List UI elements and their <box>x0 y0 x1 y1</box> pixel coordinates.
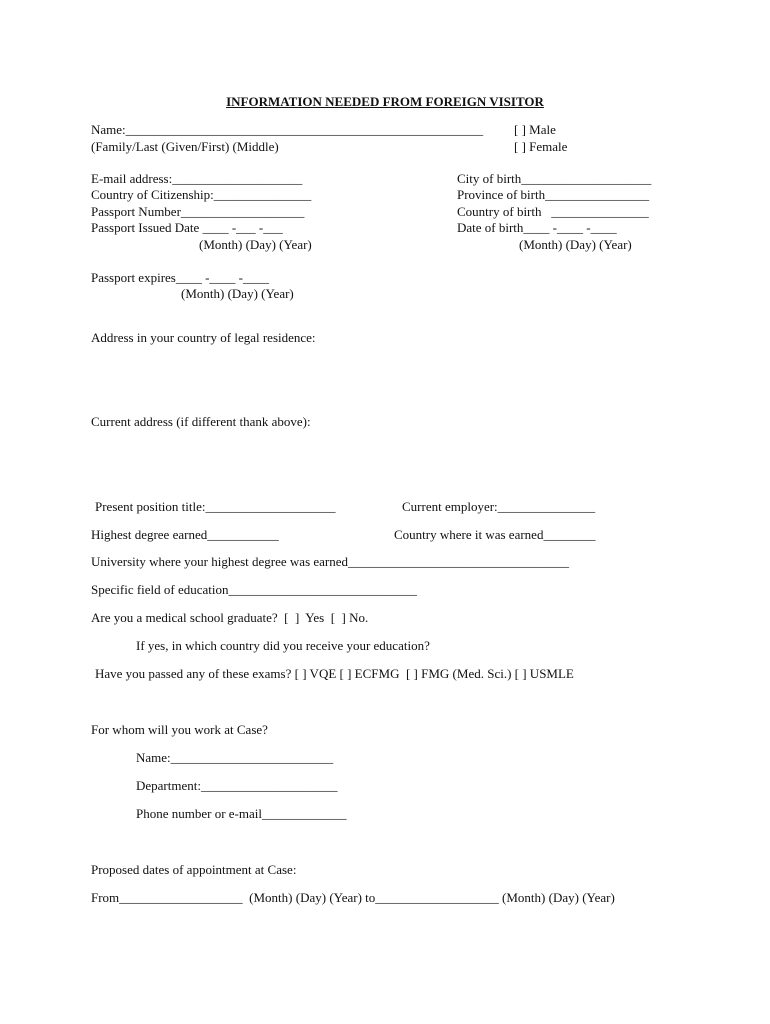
male-checkbox[interactable]: [ ] Male <box>514 122 556 137</box>
date-of-birth-field[interactable]: Date of birth____ -____ -____ <box>457 220 617 235</box>
city-of-birth-field[interactable]: City of birth____________________ <box>457 171 652 186</box>
passport-issued-hint: (Month) (Day) (Year) <box>199 237 312 252</box>
province-of-birth-field[interactable]: Province of birth________________ <box>457 187 650 202</box>
education-country-question: If yes, in which country did you receive your education? <box>136 638 430 653</box>
passport-number-field[interactable]: Passport Number___________________ <box>91 204 305 219</box>
date-of-birth-hint: (Month) (Day) (Year) <box>519 237 632 252</box>
highest-degree-field[interactable]: Highest degree earned___________ <box>91 527 279 542</box>
female-checkbox[interactable]: [ ] Female <box>514 139 568 154</box>
legal-residence-label: Address in your country of legal residence: <box>91 330 316 345</box>
country-of-birth-field[interactable]: Country of birth _______________ <box>457 204 649 219</box>
position-title-field[interactable]: Present position title:____________________ <box>95 499 336 514</box>
degree-country-field[interactable]: Country where it was earned________ <box>394 527 596 542</box>
work-for-label: For whom will you work at Case? <box>91 722 268 737</box>
supervisor-name-field[interactable]: Name:_________________________ <box>136 750 334 765</box>
current-address-label: Current address (if different thank above): <box>91 414 311 429</box>
passport-expires-field[interactable]: Passport expires____ -____ -____ <box>91 270 270 285</box>
exams-question[interactable]: Have you passed any of these exams? [ ] VQE [ ] ECFMG [ ] FMG (Med. Sci.) [ ] USMLE <box>95 666 574 681</box>
passport-issued-field[interactable]: Passport Issued Date ____ -___ -___ <box>91 220 283 235</box>
phone-email-field[interactable]: Phone number or e-mail_____________ <box>136 806 347 821</box>
appointment-dates-field[interactable]: From___________________ (Month) (Day) (Year) to___________________ (Month) (Day) (Year) <box>91 890 615 905</box>
email-field[interactable]: E-mail address:____________________ <box>91 171 303 186</box>
passport-expires-hint: (Month) (Day) (Year) <box>181 286 294 301</box>
current-employer-field[interactable]: Current employer:_______________ <box>402 499 596 514</box>
name-hint: (Family/Last (Given/First) (Middle) <box>91 139 279 154</box>
field-of-education-field[interactable]: Specific field of education_____________________________ <box>91 582 418 597</box>
medical-graduate-question[interactable]: Are you a medical school graduate? [ ] Yes [ ] No. <box>91 610 369 625</box>
university-field[interactable]: University where your highest degree was earned__________________________________ <box>91 554 570 569</box>
form-title: INFORMATION NEEDED FROM FOREIGN VISITOR <box>226 94 544 109</box>
department-field[interactable]: Department:_____________________ <box>136 778 338 793</box>
name-field[interactable]: Name:_______________________________________________________ <box>91 122 484 137</box>
proposed-dates-label: Proposed dates of appointment at Case: <box>91 862 297 877</box>
citizenship-field[interactable]: Country of Citizenship:_______________ <box>91 187 312 202</box>
